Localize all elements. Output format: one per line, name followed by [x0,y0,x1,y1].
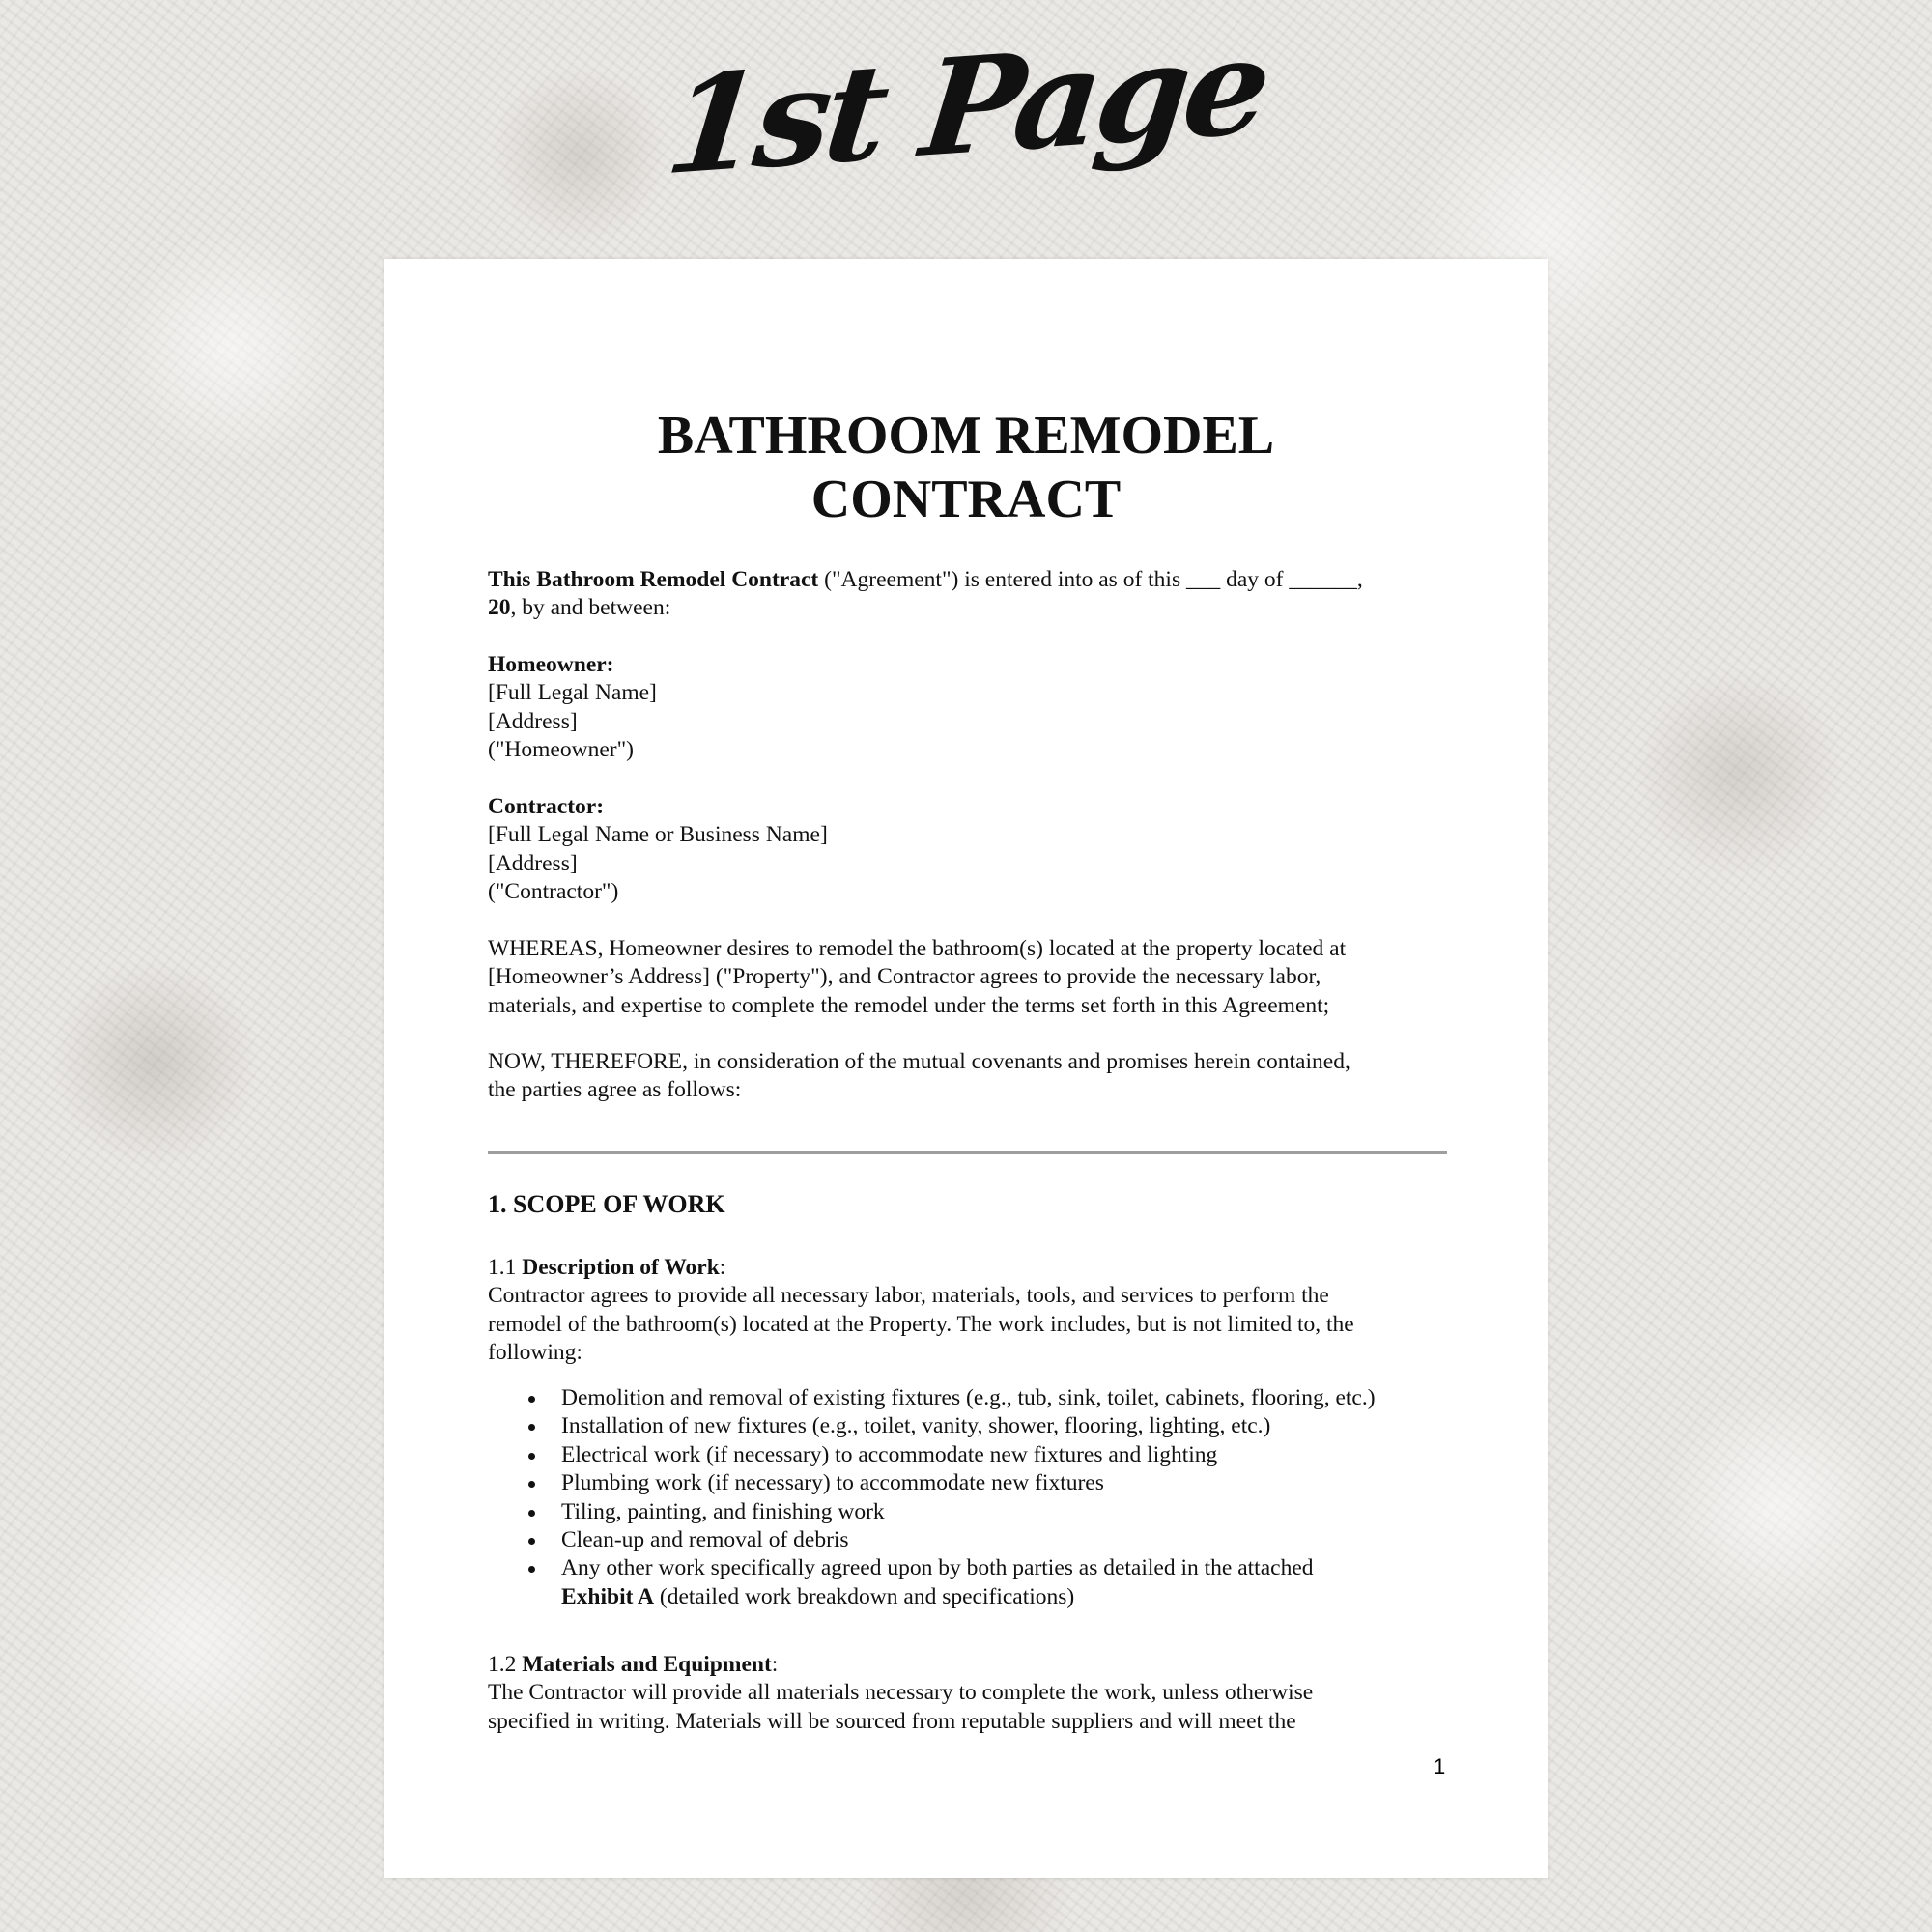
intro-line-1-rest: ("Agreement") is entered into as of this ___ day of ______, [818,567,1363,592]
homeowner-name-line: [Full Legal Name] [488,680,657,706]
subsection-1-1-colon: : [719,1255,726,1280]
list-item-text: Any other work specifically agreed upon by both parties as detailed in the attached [561,1555,1314,1581]
list-item-text: Clean-up and removal of debris [561,1527,849,1553]
banner-title: 1st Page [659,6,1273,206]
subsection-1-2-heading [488,1651,1454,1679]
homeowner-heading: Homeowner: [488,652,614,677]
list-item [488,1412,1454,1440]
subsection-1-2-colon: : [771,1652,779,1677]
document-page [384,259,1548,1878]
subsection-1-1-heading [488,1254,1454,1282]
subsection-1-1-title: Description of Work [522,1255,720,1280]
bullet-icon [528,1396,535,1403]
contractor-address-line: [Address] [488,850,578,876]
bullet-icon [528,1453,535,1460]
subsection-1-2-title: Materials and Equipment [522,1652,772,1677]
whereas-line-3: materials, and expertise to complete the remodel under the terms set forth in this Agreement; [488,992,1330,1018]
list-item-text: Tiling, painting, and finishing work [561,1498,885,1524]
contractor-name-line: [Full Legal Name or Business Name] [488,822,828,848]
bullet-icon [528,1481,535,1488]
bullet-icon [528,1538,535,1545]
list-item [488,1498,1454,1526]
list-item-text: Installation of new fixtures (e.g., toilet, vanity, shower, flooring, lighting, etc.) [561,1413,1271,1439]
list-item-text: Demolition and removal of existing fixtures (e.g., tub, sink, toilet, cabinets, flooring, etc.) [561,1385,1376,1410]
list-item [488,1384,1454,1412]
subsection-materials-and-equipment [488,1651,1454,1736]
contractor-label-line: ("Contractor") [488,879,619,905]
intro-bold-lead: This Bathroom Remodel Contract [488,567,819,592]
materials-line-2: specified in writing. Materials will be sourced from reputable suppliers and will meet the [488,1708,1296,1734]
list-item-text: Plumbing work (if necessary) to accommodate new fixtures [561,1470,1104,1496]
intro-line-1 [488,566,1454,594]
list-item [488,1441,1454,1469]
therefore-line-1: NOW, THEREFORE, in consideration of the mutual covenants and promises herein contained, [488,1049,1350,1074]
document-title [384,404,1548,531]
page-number: 1 [1434,1754,1446,1778]
horizontal-divider [488,1151,1447,1154]
intro-line-2 [488,594,1454,622]
list-item [488,1469,1454,1497]
list-item [488,1526,1454,1554]
intro-year-bold: 20 [488,595,511,621]
therefore-line-2: the parties agree as follows: [488,1077,742,1103]
description-line-2: remodel of the bathroom(s) located at the Property. The work includes, but is not limited to, the [488,1311,1354,1337]
whereas-paragraph [488,935,1454,1020]
description-line-3: following: [488,1340,582,1366]
subsection-1-1-number: 1.1 [488,1255,523,1280]
therefore-paragraph [488,1048,1454,1105]
list-item-text: Electrical work (if necessary) to accommodate new fixtures and lighting [561,1441,1218,1467]
list-item [488,1554,1454,1611]
homeowner-label-line: ("Homeowner") [488,737,634,763]
description-line-1: Contractor agrees to provide all necessary labor, materials, tools, and services to perform the [488,1283,1329,1309]
bullet-icon [528,1566,535,1573]
bullet-icon [528,1424,535,1431]
materials-line-1: The Contractor will provide all materials necessary to complete the work, unless otherwise [488,1680,1314,1706]
contractor-heading: Contractor: [488,794,605,819]
subsection-description-of-work [488,1254,1454,1368]
homeowner-address-line: [Address] [488,708,578,734]
document-title-line-2: CONTRACT [810,469,1122,529]
scope-bullet-list [488,1384,1454,1611]
intro-line-2-rest: , by and between: [510,595,671,621]
document-title-line-1: BATHROOM REMODEL [657,406,1275,466]
exhibit-a-reference: Exhibit A [561,1583,654,1609]
subsection-1-2-number: 1.2 [488,1652,523,1677]
intro-paragraph [488,566,1454,623]
homeowner-block [488,651,1454,765]
contractor-block [488,793,1454,907]
section-heading-scope-of-work: 1. SCOPE OF WORK [488,1190,725,1218]
bullet-icon [528,1510,535,1517]
list-item-text-continued: (detailed work breakdown and specifications) [654,1583,1075,1609]
whereas-line-2: [Homeowner’s Address] ("Property"), and Contractor agrees to provide the necessary labor, [488,964,1321,990]
whereas-line-1: WHEREAS, Homeowner desires to remodel the bathroom(s) located at the property located at [488,936,1347,961]
